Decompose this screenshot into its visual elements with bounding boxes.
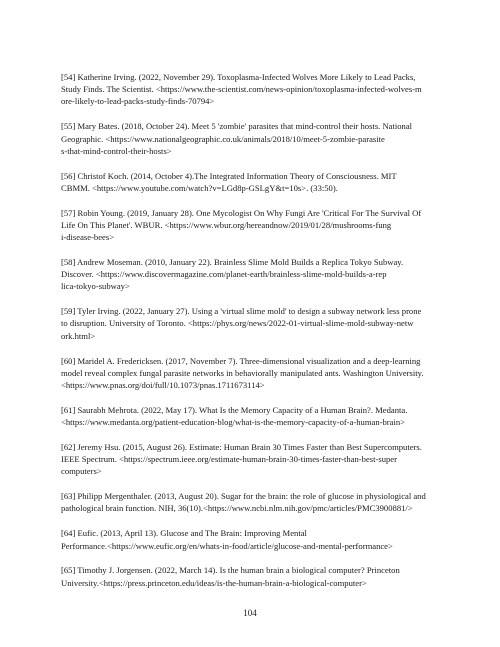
reference-line: [58] Andrew Moseman. (2010, January 22). Brainless Slime Mold Builds a Replica Tokyo Subway.	[61, 256, 404, 267]
reference-57	[61, 207, 446, 244]
reference-63	[61, 490, 446, 514]
reference-line: s-that-mind-control-their-hosts>	[61, 145, 172, 156]
reference-line: Study Finds. The Scientist. <https://www.the-scientist.com/news-opinion/toxoplasma-infected-wolves-m	[61, 84, 422, 95]
reference-line: Life On This Planet'. WBUR. <https://www.wbur.org/hereandnow/2019/01/28/mushrooms-fung	[61, 219, 392, 230]
reference-59	[61, 305, 446, 342]
reference-line: [64] Eufic. (2013, April 13). Glucose and The Brain: Improving Mental	[61, 528, 307, 539]
reference-list	[61, 71, 446, 602]
reference-line: [59] Tyler Irving. (2022, January 27). Using a 'virtual slime mold' to design a subway network less prone	[61, 306, 422, 317]
reference-line: IEEE Spectrum. <https://spectrum.ieee.org/estimate-human-brain-30-times-faster-than-best-super	[61, 454, 397, 465]
reference-line: ore-likely-to-lead-packs-study-finds-70794>	[61, 96, 215, 107]
reference-line: [60] Maridel A. Fredericksen. (2017, November 7). Three-dimensional visualization and a deep-learning	[61, 355, 421, 366]
reference-56	[61, 170, 446, 194]
reference-62	[61, 441, 446, 478]
reference-line: Discover. <https://www.discovermagazine.com/planet-earth/brainless-slime-mold-builds-a-rep	[61, 269, 387, 280]
reference-line: lica-tokyo-subway>	[61, 281, 130, 292]
reference-line: [65] Timothy J. Jorgensen. (2022, March 14). Is the human brain a biological computer? Princeton	[61, 565, 400, 576]
reference-line: model reveal complex fungal parasite networks in behaviorally manipulated ants. Washington University.	[61, 367, 424, 378]
reference-line: CBMM. <https://www.youtube.com/watch?v=LGd8p-GSLgY&t=10s>. (33:50).	[61, 182, 338, 193]
reference-54	[61, 71, 446, 108]
reference-line: ork.html>	[61, 330, 96, 341]
reference-line: Performance.<https://www.eufic.org/en/whats-in-food/article/glucose-and-mental-performance>	[61, 540, 393, 551]
reference-64	[61, 527, 446, 551]
reference-line: <https://www.medanta.org/patient-education-blog/what-is-the-memory-capacity-of-a-human-brain>	[61, 417, 406, 428]
reference-58	[61, 256, 446, 293]
reference-line: computers>	[61, 466, 102, 477]
reference-line: [62] Jeremy Hsu. (2015, August 26). Estimate: Human Brain 30 Times Faster than Best Supercomputers.	[61, 441, 422, 452]
reference-line: [54] Katherine Irving. (2022, November 29). Toxoplasma-Infected Wolves More Likely to Lead Packs,	[61, 72, 416, 82]
reference-line: pathological brain function. NIH, 36(10).<https://www.ncbi.nlm.nih.gov/pmc/articles/PMC3900881/>	[61, 503, 413, 514]
reference-line: [55] Mary Bates. (2018, October 24). Meet 5 'zombie' parasites that mind-control their hosts. National	[61, 121, 413, 132]
reference-line: [56] Christof Koch. (2014, October 4).The Integrated Information Theory of Consciousness. MIT	[61, 170, 397, 181]
reference-line: i-disease-bees>	[61, 232, 115, 243]
page-number: 104	[243, 608, 257, 618]
reference-60	[61, 355, 446, 392]
reference-line: <https://www.pnas.org/doi/full/10.1073/pnas.1711673114>	[61, 379, 265, 390]
reference-55	[61, 120, 446, 157]
reference-65	[61, 564, 446, 588]
reference-line: [61] Saurabh Mehrota. (2022, May 17). What Is the Memory Capacity of a Human Brain?. Medanta.	[61, 404, 408, 415]
reference-line: to disruption. University of Toronto. <https://phys.org/news/2022-01-virtual-slime-mold-subway-netw	[61, 318, 414, 329]
reference-line: [63] Philipp Mergenthaler. (2013, August 20). Sugar for the brain: the role of glucose in physiological and	[61, 491, 426, 502]
reference-line: [57] Robin Young. (2019, January 28). One Mycologist On Why Fungi Are 'Critical For The Survival Of	[61, 207, 422, 218]
reference-line: Geographic. <https://www.nationalgeographic.co.uk/animals/2018/10/meet-5-zombie-parasite	[61, 133, 385, 144]
reference-line: University.<https://press.princeton.edu/ideas/is-the-human-brain-a-biological-computer>	[61, 577, 367, 588]
reference-61	[61, 404, 446, 428]
